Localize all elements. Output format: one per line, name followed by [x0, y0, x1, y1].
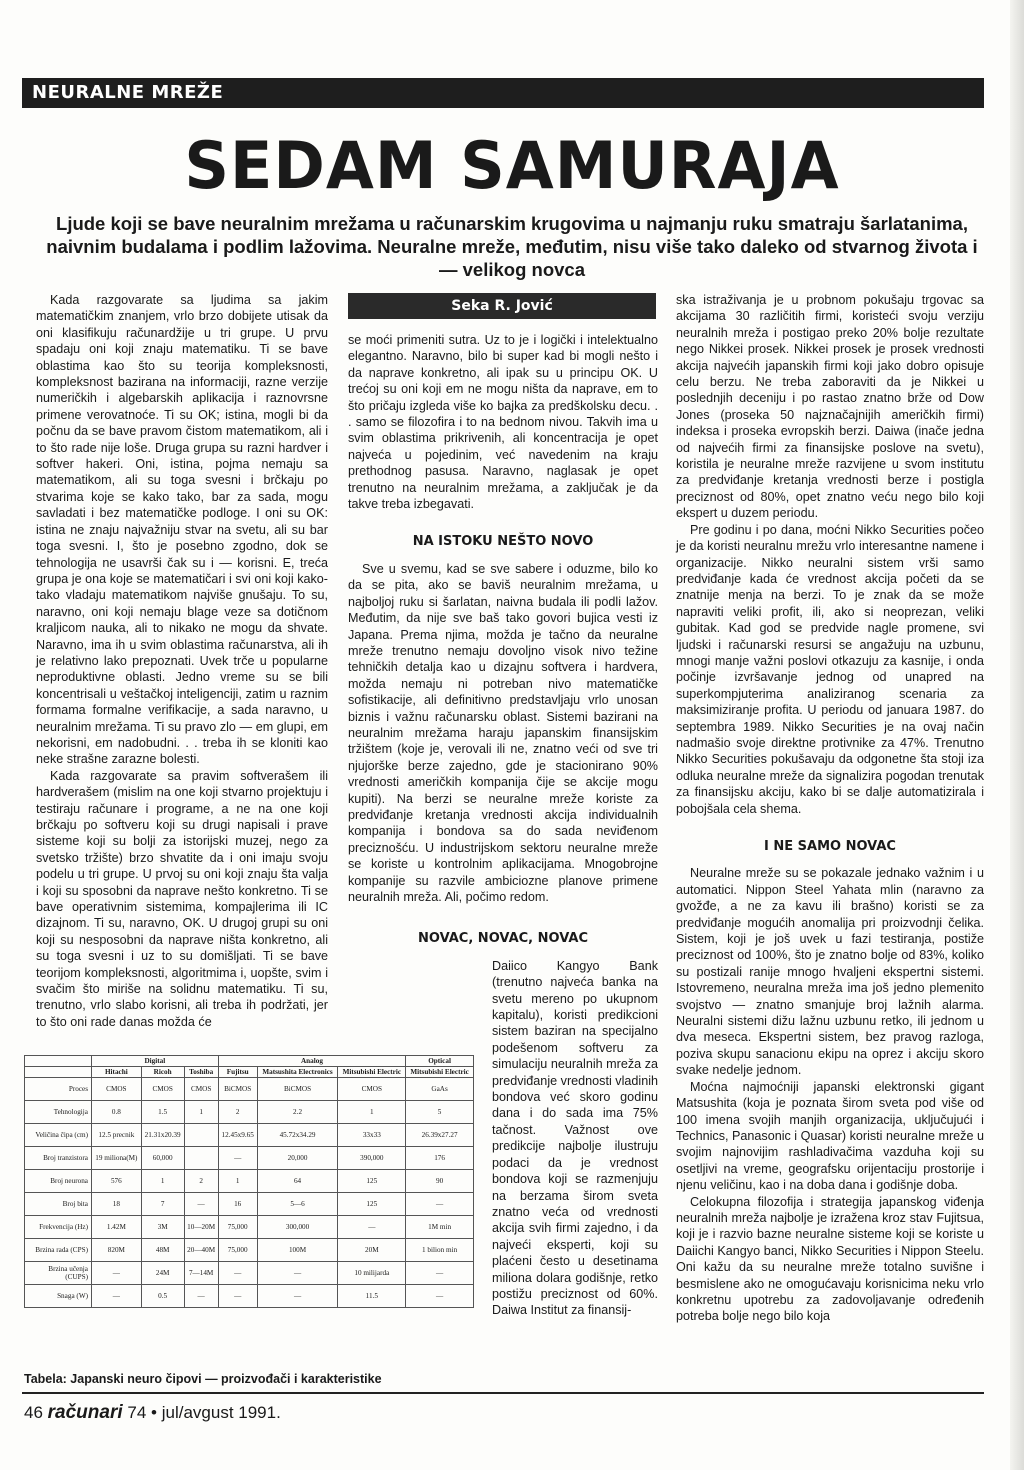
- paragraph: Celokupna filozofija i strategija japanskog viđenja neuralnih mreža najbolje je izražena kroz stav Fujitsua, koji je i razvio bazne neuralne sisteme koji se koriste u Daiichi Kangyo banci, Nikko Securities i Nippon Steelu. Oni kažu da su neuralne mreže totalno suvišne i besmislene ako ne omogućavaju korisnicima neku vrlo konkretnu upotrebu za zadovoljavanje određenih potreba bolje nego bilo koja: [676, 1194, 984, 1324]
- table-cell: 48M: [141, 1239, 184, 1262]
- group-header: Analog: [218, 1056, 405, 1067]
- row-label: Broj neurona: [25, 1170, 92, 1193]
- footer-rule: [22, 1392, 984, 1394]
- neuro-chips-table: [24, 1055, 474, 1308]
- table-cell: 576: [92, 1170, 142, 1193]
- table-group-row: [25, 1056, 474, 1067]
- table-row: [25, 1262, 474, 1285]
- table-cell: —: [218, 1285, 257, 1308]
- table-cell: 5: [406, 1101, 474, 1124]
- lead-paragraph: Ljude koji se bave neuralnim mrežama u računarskim krugovima u najmanju ruku smatraju šarlatanima, naivnim budalama i podlim lažovima. Neuralne mreže, međutim, nisu više tako daleko od stvarnog života i — velikog novca: [46, 213, 978, 280]
- table-cell: —: [184, 1193, 218, 1216]
- table-cell: 45.72x34.29: [257, 1124, 338, 1147]
- paragraph: Kada razgovarate sa ljudima sa jakim matematičkim znanjem, vrlo brzo dobijete utisak da oni klasifikuju računardžije u tri grupe. U prvu spadaju oni koji znaju matematiku. Ti se bave oblastima kao što su teorija kompleksnosti, kompleksnost bazirana na informaciji, razne verzije numeričkih i algebarskih aplikacija i raznovrsne primene verovatnoće. Ti su OK; istina, mogli bi da počnu da se bave pravom čistom matematikom, ali i to što rade nije loše. Druga grupa su razni hardver i softver hakeri. Oni, istina, pojma nemaju sa matematikom, ali su toga svesni i brčkaju po stvarima koje se kako tako, bar za sada, mogu savladati i bez matematičke podloge. I oni su OK: istina ne znaju najvažniju stvar na svetu, ali su bar toga svesni. I, što je posebno zgodno, dok se tehnologija ne usavrši čak su i — korisni. E, treća grupa je ona koje se matematičari i svi oni koji kako-tako vladaju matematikom najviše gnušaju. To su, naravno, oni koji nemaju blage veze sa dotičnom kraljicom nauka, ali to nikako ne mogu da shvate. Naravno, ima ih u svim oblastima računarstva, ali ih je relativno lako prepoznati. Uvek trče u popularne neproduktivne oblasti. Jedno vreme su se bili koncentrisali u veštačkoj inteligenciji, zatim u raznim formama formalne verifikacije, a sada naravno, u neuralnim mrežama. Ti su pravo zlo — em glupi, em nekorisni, em nadobudni. . . treba ih se kloniti kao neke strašne zarazne bolesti.: [36, 293, 328, 767]
- row-label: Broj bita: [25, 1193, 92, 1216]
- paragraph: Moćna najmoćniji japanski elektronski gigant Matsushita (koja je poznata širom sveta pod više od 100 imena svojih manjih organizacija, uključujući i Technics, Panasonic i Quasar) koristi neuralne mreže u svojim najnovijim rashladivačima vazduha koji su osetljivi na vreme, geografsku orijentaciju prostorije i njenu veličinu, kao i na doba dana i godišnje doba.: [676, 1079, 984, 1193]
- company-header: Toshiba: [184, 1067, 218, 1078]
- table-row: [25, 1147, 474, 1170]
- table-cell: 1 bilion min: [406, 1239, 474, 1262]
- section-band: NEURALNE MREŽE: [22, 78, 984, 108]
- issue-number: 74: [127, 1403, 147, 1422]
- table-corner: [25, 1067, 92, 1078]
- magazine-name: računari: [47, 1402, 123, 1423]
- table-row: [25, 1101, 474, 1124]
- company-header: Matsushita Electronics: [257, 1067, 338, 1078]
- table-cell: —: [184, 1285, 218, 1308]
- table-cell: 125: [338, 1170, 406, 1193]
- table-cell: 64: [257, 1170, 338, 1193]
- table-company-row: [25, 1067, 474, 1078]
- table-cell: 19 miliona(M): [92, 1147, 142, 1170]
- table-cell: [184, 1124, 218, 1147]
- row-label: Brzina učenja (CUPS): [25, 1262, 92, 1285]
- table-cell: 100M: [257, 1239, 338, 1262]
- paragraph: Sve u svemu, kad se sve sabere i oduzme, bilo ko da se pita, ako se baviš neuralnim mrežama, u najboljoj ruku si šarlatan, naivna budala ili podli lažov. Međutim, da nije sve baš tako govori bujica vesti iz Japana. Prema njima, možda je tačno da neuralne mreže trenutno nemaju dovoljno visok nivo težine tehničkih detalja kao u dizajnu softvera i hardvera, možda nemaju ni potreban nivo matematičke sofistikacije, ali definitivno predstavljaju vrlo unosan biznis i važnu računarsku oblast. Sistemi bazirani na neuralnim mrežama haraju japanskim finansijskim tržištem (koje je, verovali ili ne, znatno veći od sve tri njujorške berze zajedno, gde je stacionirano 90% vrednosti američkih kompanija čije se akcije mogu kupiti). Na berzi se neuralne mreže koriste za predviđanje kretanja vrednosti akcija individualnih kompanija i bondova sa do sada neviđenom preciznošću. U industrijskom sektoru neuralne mreže se koriste u kontrolnim aplikacijama. Mnogobrojne kompanije su razvile ambiciozne planove primene neuralnih mreža. Ali, počimo redom.: [348, 561, 658, 904]
- table-cell: 60,000: [141, 1147, 184, 1170]
- company-header: Hitachi: [92, 1067, 142, 1078]
- table-cell: [184, 1147, 218, 1170]
- group-header: Optical: [406, 1056, 474, 1067]
- table-cell: 820M: [92, 1239, 142, 1262]
- row-label: Tehnologija: [25, 1101, 92, 1124]
- table-cell: —: [218, 1262, 257, 1285]
- table-cell: 125: [338, 1193, 406, 1216]
- column-3: [676, 292, 984, 1325]
- paragraph: ska istraživanja je u probnom pokušaju trgovac sa akcijama 30 različitih firmi, koristeći svoju verziju neuralnih mreža i postigao preko 20% bolje rezultate nego Nikkei prosek. Nikkei prosek je prosek vrednosti akcija najvećih japanskih firmi koji jako dobro opisuje celu berzu. Ne treba zaboraviti da je Nikkei u poslednjih deceniju i po rastao znatno brže od Dow Jones (proseka 50 najznačajnijih američkih firmi) indeksa i proseka evropskih berzi. Daiwa (inače jedna od najvećih firmi za finansijske poslove na svetu), koristila je neuralne mreže razvijene u svom institutu za predviđanje kretanja vrednosti berze i postigla preciznost od 80%, opet znatno veću nego bilo koji ekspert u duzem periodu.: [676, 293, 984, 521]
- company-header: Fujitsu: [218, 1067, 257, 1078]
- table-row: [25, 1216, 474, 1239]
- row-label: Broj tranzistora: [25, 1147, 92, 1170]
- table-cell: —: [92, 1262, 142, 1285]
- table-cell: 1: [338, 1101, 406, 1124]
- table-cell: 5—6: [257, 1193, 338, 1216]
- table-cell: —: [257, 1285, 338, 1308]
- article-title: SEDAM SAMURAJA: [184, 127, 840, 204]
- page-number: 46: [24, 1403, 43, 1422]
- table-cell: BiCMOS: [218, 1078, 257, 1101]
- table-cell: CMOS: [338, 1078, 406, 1101]
- table-cell: 1: [218, 1170, 257, 1193]
- table-cell: 1.5: [141, 1101, 184, 1124]
- table-cell: 2: [218, 1101, 257, 1124]
- table-cell: 300,000: [257, 1216, 338, 1239]
- row-label: Brzina rada (CPS): [25, 1239, 92, 1262]
- paragraph: Kada razgovarate sa pravim softverašem ili hardverašem (mislim na one koji stvarno projektuju i testiraju računare i programe, a ne na one koji brčkaju po softveru koji su drugi napisali i prave sisteme koji su bolji za istorijski muzej, nego za svetsko tržište) brzo shvatite da i oni imaju svoju podelu u tri grupe. U prvoj su oni koji znaju šta valja i koji su sposobni da naprave nešto konkretno. Ti se bave operativnim sistemima, kompajlerima ili IC dizajnom. Ti su, naravno, OK. U drugoj grupi su oni koji su nesposobni da naprave ništa konkretno, ali su toga svesni i uz to su domišljati. Ti se bave teorijom kompleksnosti, algoritmima i, uopšte, svim i svačim što miriše na solidnu matematiku. Ti su, trenutno, vrlo slabo korisni, ali treba ih podržati, jer to što oni rade danas možda će: [36, 768, 328, 1029]
- page-edge: [1010, 0, 1024, 1470]
- group-header: Digital: [92, 1056, 219, 1067]
- table-cell: 16: [218, 1193, 257, 1216]
- table-cell: CMOS: [184, 1078, 218, 1101]
- issue-date: jul/avgust 1991.: [161, 1403, 281, 1422]
- table-row: [25, 1170, 474, 1193]
- table-cell: BiCMOS: [257, 1078, 338, 1101]
- table-cell: 33x33: [338, 1124, 406, 1147]
- table-cell: 90: [406, 1170, 474, 1193]
- company-header: Mitsubishi Electric: [338, 1067, 406, 1078]
- table-cell: 11.5: [338, 1285, 406, 1308]
- table-row: [25, 1078, 474, 1101]
- bullet: •: [151, 1403, 157, 1422]
- table-row: [25, 1239, 474, 1262]
- table-cell: 20,000: [257, 1147, 338, 1170]
- table-cell: 1.42M: [92, 1216, 142, 1239]
- table-cell: 12.45x9.65: [218, 1124, 257, 1147]
- table-row: [25, 1124, 474, 1147]
- table-cell: —: [406, 1262, 474, 1285]
- paragraph: Pre godinu i po dana, moćni Nikko Securities počeo je da koristi neuralnu mrežu vrlo interesantne namene i organizacije. Nikko neuralni sistem vrši samo predviđanje kada će vrednost akcija početi da se znatnije menja na berzi. To je znak da se može napraviti veliki profit, ili, ako si neoprezan, veliki gubitak. Kad god se predvide nagle promene, svi ljudski i računarski resursi se angažuju na uzbunu, mnogi manje važni poslovi otkazuju za kasnije, i onda počinje izvršavanje jednog od unapred na superkompjuterima analiziranog scenaria za maksimiziranje profita. U periodu od januara 1987. do septembra 1989. Nikko Securities je na ovaj način nadmašio svoje direktne protivnike za 47%. Trenutno Nikko Securities pokušavaju da odgonetne šta stoji iza odluka neuralne mreže da signalizira pogodan trenutak za finansijsku akciju, kako bi se dalje automatizirala i pobojšala cela shema.: [676, 522, 984, 816]
- subheading: NOVAC, NOVAC, NOVAC: [417, 931, 588, 947]
- table-cell: 12.5 precnik: [92, 1124, 142, 1147]
- author-byline: Seka R. Jović: [348, 293, 656, 319]
- row-label: Veličina čipa (cm): [25, 1124, 92, 1147]
- table-cell: CMOS: [92, 1078, 142, 1101]
- table-cell: 1: [184, 1101, 218, 1124]
- table-caption: Tabela: Japanski neuro čipovi — proizvođači i karakteristike: [24, 1372, 382, 1386]
- table-cell: —: [338, 1216, 406, 1239]
- table-cell: 10—20M: [184, 1216, 218, 1239]
- table-cell: —: [257, 1262, 338, 1285]
- paragraph: se moći primeniti sutra. Uz to je i logički i intelektualno elegantno. Naravno, bilo bi super kad bi mogli nešto i da naprave konkretno, ali ipak su u principu OK. U trećoj su oni koji em ne mogu ništa da naprave, em to što pričaju izgleda više ko bajka za predškolsku decu. . . samo se filozofira i to na bednom nivou. Takvih ima u svim oblastima prikrivenih, ali koncentracija je opet najveća u pojedinim, već navedenim na kraju prethodnog pasusa. Naravno, naglasak je opet trenutno na neuralnim mrežama, a zaključak je da takve treba izbegavati.: [348, 333, 658, 512]
- table-cell: 1M min: [406, 1216, 474, 1239]
- table-cell: 2: [184, 1170, 218, 1193]
- table-row: [25, 1285, 474, 1308]
- table-cell: 24M: [141, 1262, 184, 1285]
- table-cell: 75,000: [218, 1239, 257, 1262]
- table-cell: GaAs: [406, 1078, 474, 1101]
- column-1: [36, 292, 328, 1030]
- subheading: NA ISTOKU NEŠTO NOVO: [412, 534, 594, 550]
- row-label: Frekvencija (Hz): [25, 1216, 92, 1239]
- subheading: I NE SAMO NOVAC: [764, 839, 896, 854]
- table-cell: 18: [92, 1193, 142, 1216]
- table-cell: 390,000: [338, 1147, 406, 1170]
- table-cell: 176: [406, 1147, 474, 1170]
- table-cell: 7—14M: [184, 1262, 218, 1285]
- table-cell: —: [92, 1285, 142, 1308]
- company-header: Ricoh: [141, 1067, 184, 1078]
- table-cell: 75,000: [218, 1216, 257, 1239]
- table-cell: —: [406, 1285, 474, 1308]
- table-corner: [25, 1056, 92, 1067]
- paragraph: Neuralne mreže su se pokazale jednako važnim i u automatici. Nippon Steel Yahata mlin (naravno za gvožđe, a ne za kavu ili brašno) koristi se za predviđanje mogućih anomalija pri proizvodnji čelika. Sistem, koji je još uvek u fazi testiranja, postiže preciznost od 100%, što je znatno bolje od 83%, koliko su postizali ranije mnogo hvaljeni ekspertni sistemi. Istovremeno, neuralna mreža ima još jedno plemenito svojstvo — znatno smanjuje broj lažnih alarma. Neuralni sistemi dižu lažnu uzbunu retko, ili jednom u dva meseca. Ekspertni sistem, bez pravog razloga, poziva skupu sanacionu ekipu na oprez i akciju skoro svake nedelje jednom.: [676, 866, 984, 1078]
- page-footer: [24, 1402, 281, 1424]
- table-cell: 1: [141, 1170, 184, 1193]
- table-cell: 0.8: [92, 1101, 142, 1124]
- row-label: Proces: [25, 1078, 92, 1101]
- table-cell: 0.5: [141, 1285, 184, 1308]
- table-cell: —: [406, 1193, 474, 1216]
- table-cell: CMOS: [141, 1078, 184, 1101]
- table-cell: 20—40M: [184, 1239, 218, 1262]
- table-cell: 21.31x20.39: [141, 1124, 184, 1147]
- table-cell: 3M: [141, 1216, 184, 1239]
- table-cell: 7: [141, 1193, 184, 1216]
- paragraph: Daiico Kangyo Bank (trenutno najveća banka na svetu mereno po ukupnom kapitalu), koristi predikcioni sistem baziran na specijalno podešenom softveru za simulaciju neuralnih mreža za predviđanje vrednosti vladinih bondova već skoro godinu dana i do sada ima 75% tačnost. Važnost ove predikcije najbolje ilustruju podaci da je vrednost bondova koji se razmenjuju na berzama širom sveta znatno veća od vrednosti akcija svih firmi zajedno, i da najveći eksperti, koji su plaćeni često u desetinama miliona dolara godišnje, retko postižu preciznost od 60%. Daiwa Institut za finansij-: [492, 958, 658, 1318]
- table-cell: 2.2: [257, 1101, 338, 1124]
- table-cell: 10 milijarda: [338, 1262, 406, 1285]
- table-cell: 26.39x27.27: [406, 1124, 474, 1147]
- table-cell: —: [218, 1147, 257, 1170]
- table-cell: 20M: [338, 1239, 406, 1262]
- row-label: Snaga (W): [25, 1285, 92, 1308]
- company-header: Mitsubishi Electric: [406, 1067, 474, 1078]
- table-row: [25, 1193, 474, 1216]
